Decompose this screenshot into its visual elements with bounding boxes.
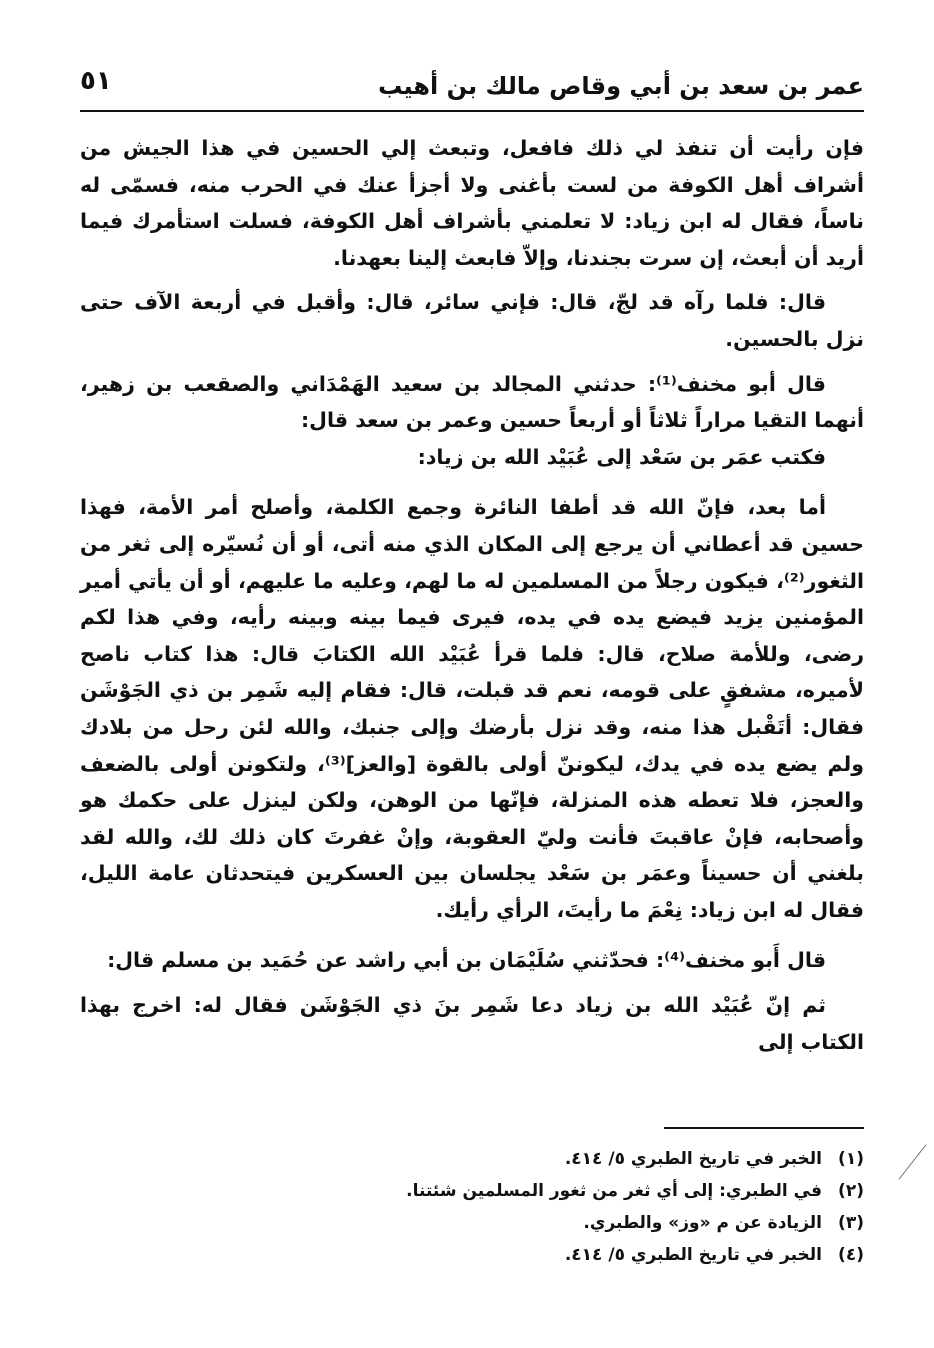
footnote-number: (١) xyxy=(838,1149,864,1169)
paragraph-3: قال أبو مخنف⁽¹⁾: حدثني المجالد بن سعيد الهَمْدَاني والصقعب بن زهير، أنهما التقيا مراراً ثلاثاً أو أربعاً حسين وعمر بن سعد قال: xyxy=(80,371,864,433)
footnote-text: الخبر في تاريخ الطبري ٥/ ٤١٤. xyxy=(564,1245,822,1265)
footnote-text: الخبر في تاريخ الطبري ٥/ ٤١٤. xyxy=(564,1149,822,1169)
scan-mark xyxy=(899,1144,927,1179)
paragraph-4: فكتب عمَر بن سَعْد إلى عُبَيْد الله بن زياد: xyxy=(417,444,826,469)
running-title: عمر بن سعد بن أبي وقاص مالك بن أهيب xyxy=(378,72,864,100)
page-header xyxy=(80,60,864,110)
paragraph-1: فإن رأيت أن تنفذ لي ذلك فافعل، وتبعث إلي الحسين في هذا الجيش من أشراف أهل الكوفة من لست بأغنى ولا أجزأ عنك في الحرب منه، فسمّى له ناساً، فقال له ابن زياد: لا تعلمني بأشراف أهل الكوفة، فسلت استأمرك فيما أريد أن أبعث، إن سرت بجندنا، وإلاّ فابعث إلينا بعهدنا. xyxy=(80,136,864,270)
footnote-4 xyxy=(80,1239,864,1271)
paragraph-2: قال: فلما رآه قد لجّ، قال: فإني سائر، قال: وأقبل في أربعة الآف حتى نزل بالحسين. xyxy=(80,290,864,351)
footnote-text: الزيادة عن م «وز» والطبري. xyxy=(583,1213,822,1233)
paragraph-6: قال أَبو مخنف⁽⁴⁾: فحدّثني سُلَيْمَان بن أبي راشد عن حُمَيد بن مسلم قال: xyxy=(107,948,826,973)
paragraph-5: أما بعد، فإنّ الله قد أطفا النائرة وجمع الكلمة، وأصلح أمر الأمة، فهذا حسين قد أعطاني أن يرجع إلى المكان الذي منه أتى، أو أن نُسيّره إلى ثغر من الثغور⁽²⁾، فيكون رجلاً من المسلمين له ما لهم، وعليه ما عليهم، أو أن يأتي أمير المؤمنين يزيد فيضع يده في يده، فيرى فيما بينه وبينه رأيه، وفي هذا لكم رضى، وللأمة صلاح، قال: فلما قرأ عُبَيْد الله الكتابَ قال: هذا كتاب ناصح لأميره، مشفقٍ على قومه، نعم قد قبلت، قال: فقام إليه شَمِر بن ذي الجَوْشَن فقال: أتَقْبل هذا منه، وقد نزل بأرضك وإلى جنبك، والله لئن رحل من بلادك ولم يضع يده في يدك، ليكوننّ أولى بالقوة [والعز]⁽³⁾، ولتكونن أولى بالضعف والعجز، فلا تعطه هذه المنزلة، فإنّها من الوهن، ولكن لينزل على حكمك هو وأصحابه، فإنْ عاقبتَ فأنت وليّ العقوبة، وإنْ غفرتَ كان ذلك لك، والله لقد بلغني أن حسيناً وعمَر بن سَعْد يجلسان بين العسكرين فيتحدثان عامة الليل، فقال له ابن زياد: نِعْمَ ما رأيتَ، الرأي رأيك. xyxy=(80,495,864,922)
footnote-1 xyxy=(80,1143,864,1175)
footnote-text: في الطبري: إلى أي ثغر من ثغور المسلمين شئتنا. xyxy=(406,1181,822,1201)
footnote-number: (٤) xyxy=(838,1245,864,1265)
footnotes xyxy=(80,1143,864,1271)
footnote-rule xyxy=(664,1127,864,1129)
body-text xyxy=(80,130,864,1060)
header-rule xyxy=(80,110,864,112)
footnote-number: (٣) xyxy=(838,1213,864,1233)
page-number: ٥١ xyxy=(80,66,112,96)
footnote-3 xyxy=(80,1207,864,1239)
footnote-number: (٢) xyxy=(838,1181,864,1201)
footnote-2 xyxy=(80,1175,864,1207)
paragraph-7: ثم إنّ عُبَيْد الله بن زياد دعا شَمِر بنَ ذي الجَوْشَن فقال له: اخرج بهذا الكتاب إلى xyxy=(80,993,864,1054)
